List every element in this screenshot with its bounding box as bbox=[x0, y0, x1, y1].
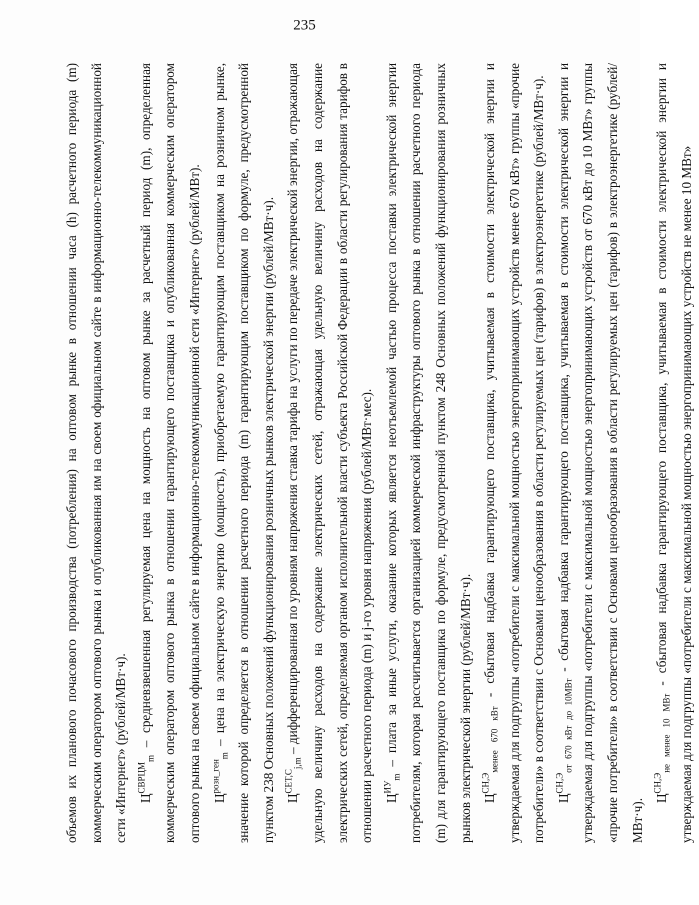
paragraph-1: объемов их планового почасового производства (потребления) на оптовом рынке в отношении часа (h) расчетного периода (m) коммерческим оператором оптового рынка и опубликованная им на своем официальном сайте в информационно-телекоммуникационной сети «Интернет» (рублей/МВт·ч). bbox=[64, 62, 129, 843]
symbol-c-iu: $Ц^{ИУ}_m$ bbox=[382, 773, 402, 803]
symbol-c-sn-670: $Ц^{СН,Э}_{менее 670 кВт}$ bbox=[480, 705, 500, 803]
symbol-c-rozn-gen: $Ц^{розн\_ген}_m$ bbox=[210, 751, 230, 803]
symbol-c-sn-10: $Ц^{СН,Э}_{не менее 10 МВт}$ bbox=[652, 693, 672, 803]
paragraph-6: $Ц^{СН,Э}_{менее 670 кВт}$ - сбытовая надбавка гарантирующего поставщика, учитываемая в стоимости электрической энергии и утверждаемая для подгруппы «потребители с максимальной мощностью энергопринимающих устройств менее 670 кВт» группы «прочие потребители» в соответствии с Основами ценообразования в области регулируемых цен (тарифов) в электроэнергетике (рублей/МВт·ч). bbox=[480, 62, 547, 843]
paragraph-2: $Ц^{СВРЦМ}_m$ – средневзвешенная регулируемая цена на мощность на оптовом рынке за расчетный период (m), определенная коммерческим оператором оптового рынка в отношении гарантирующего поставщика и опубликованная коммерческим оператором оптового рынка на своем официальном сайте в информационно-телекоммуникационной сети «Интернет» (рублей/МВт). bbox=[136, 62, 202, 843]
paragraph-8: $Ц^{СН,Э}_{не менее 10 МВт}$ - сбытовая надбавка гарантирующего поставщика, учитываемая в стоимости электрической энергии и утверждаемая для подгруппы «потребители с максимальной мощностью энергопринимающих устройств не менее 10 МВт» bbox=[652, 62, 694, 843]
symbol-c-sn-670-10: $Ц^{СН,Э}_{от 670 кВт до 10МВт}$ bbox=[554, 677, 574, 803]
paragraph-3: $Ц^{розн\_ген}_m$ – цена на электрическую энергию (мощность), приобретаемую гарантирующим поставщиком на розничном рынке, значение которой определяется в отношении расчетного периода (m) гарантирующим поставщиком по формуле, предусмотренной пунктом 238 Основных положений функционирования розничных рынков электрической энергии (рублей/МВт·ч). bbox=[210, 62, 276, 843]
page-number: 235 bbox=[293, 17, 316, 34]
paragraph-7: $Ц^{СН,Э}_{от 670 кВт до 10МВт}$ - сбытовая надбавка гарантирующего поставщика, учитываемая в стоимости электрической энергии и утверждаемая для подгруппы «потребители с максимальной мощностью энергопринимающих устройств от 670 кВт до 10 МВт» группы «прочие потребители» в соответствии с Основами ценообразования в области регулируемых цен (тарифов) в электроэнергетике (рублей/МВт·ч). bbox=[554, 62, 645, 843]
symbol-c-set: $Ц^{СЕТ,С}_{j,m}$ bbox=[283, 756, 303, 803]
rotated-page-content bbox=[60, 17, 694, 843]
document-body bbox=[60, 62, 694, 843]
paragraph-4: $Ц^{СЕТ,С}_{j,m}$ – дифференцированная по уровням напряжения ставка тарифа на услуги по передаче электрической энергии, отражающая удельную величину расходов на содержание электрических сетей, отражающая удельную величину расходов на содержание электрических сетей, определяемая органом исполнительной власти субъекта Российской Федерации в области регулирования тарифов в отношении расчетного периода (m) и j-го уровня напряжения (рублей/МВт·мес). bbox=[283, 62, 375, 843]
paragraph-5: $Ц^{ИУ}_m$ – плата за иные услуги, оказание которых является неотъемлемой частью процесса поставки электрической энергии потребителям, которая рассчитывается организацией коммерческой инфраструктуры оптового рынка в отношении расчетного периода (m) для гарантирующего поставщика по формуле, предусмотренной пунктом 248 Основных положений функционирования розничных рынков электрической энергии (рублей/МВт·ч). bbox=[382, 62, 473, 843]
symbol-c-svrcm: $Ц^{СВРЦМ}_m$ bbox=[136, 754, 156, 803]
